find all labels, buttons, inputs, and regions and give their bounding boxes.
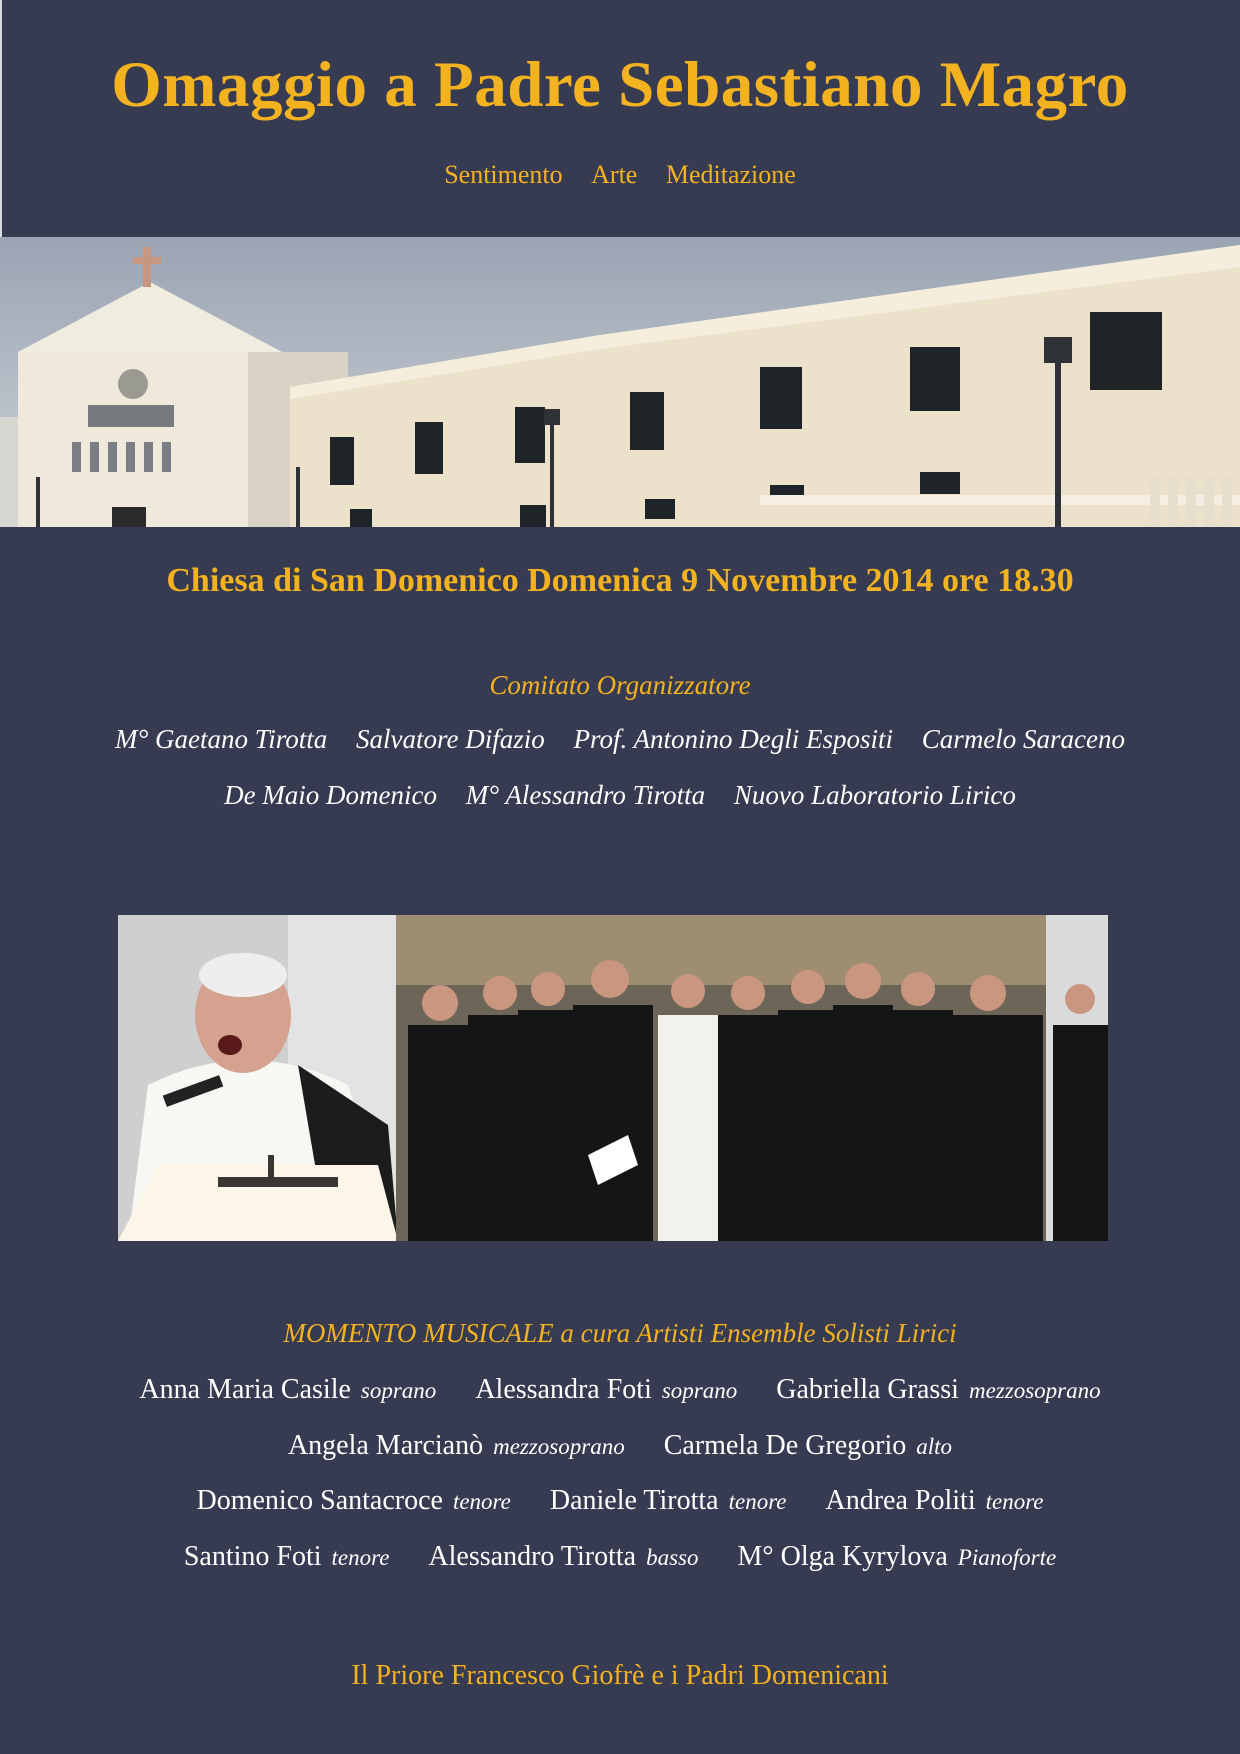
church-illustration	[0, 237, 1240, 527]
performers-line	[0, 1541, 1240, 1573]
performer-name: Santino Foti	[183, 1541, 322, 1572]
committee-names-line	[0, 780, 1240, 811]
committee-member: M° Alessandro Tirotta	[465, 780, 706, 810]
performer	[139, 1374, 436, 1405]
performer-role: alto	[916, 1434, 953, 1459]
committee-member: Salvatore Difazio	[356, 724, 545, 754]
performer-name: Angela Marcianò	[287, 1430, 484, 1461]
performer-name: Carmela De Gregorio	[663, 1430, 907, 1461]
committee-member: De Maio Domenico	[224, 780, 438, 810]
performer-role: mezzosoprano	[493, 1434, 625, 1459]
performer	[738, 1541, 1057, 1572]
committee-member: Nuovo Laboratorio Lirico	[733, 780, 1016, 810]
performers-line	[0, 1430, 1240, 1462]
poster-subtitle	[0, 160, 1240, 190]
performer-role: soprano	[661, 1378, 738, 1403]
event-date-location: Chiesa di San Domenico Domenica 9 Novembre 2014 ore 18.30	[166, 562, 1074, 599]
performer-role: tenore	[985, 1489, 1044, 1514]
committee-member: Carmelo Saraceno	[921, 724, 1126, 754]
subtitle-word: Arte	[591, 160, 638, 189]
performer	[428, 1541, 698, 1572]
choir-photo-illustration	[118, 915, 1108, 1241]
committee-member: Prof. Antonino Degli Espositi	[573, 724, 894, 754]
performer	[184, 1541, 390, 1572]
performer	[826, 1485, 1044, 1516]
performer-name: Alessandra Foti	[475, 1374, 652, 1405]
subtitle-word: Meditazione	[665, 160, 796, 189]
performer	[776, 1374, 1100, 1405]
performer-role: tenore	[331, 1545, 390, 1570]
music-heading: MOMENTO MUSICALE a cura Artisti Ensemble Solisti Lirici	[283, 1318, 957, 1348]
performers-line	[0, 1374, 1240, 1406]
poster-title: Omaggio a Padre Sebastiano Magro	[111, 49, 1129, 121]
performer-name: Daniele Tirotta	[549, 1485, 719, 1516]
group-photo	[118, 915, 1108, 1241]
performer-name: Andrea Politi	[825, 1485, 976, 1516]
performer-role: tenore	[452, 1489, 511, 1514]
committee-member: M° Gaetano Tirotta	[114, 724, 328, 754]
committee-heading: Comitato Organizzatore	[489, 670, 751, 700]
performer-name: M° Olga Kyrylova	[737, 1541, 948, 1572]
performer-role: Pianoforte	[957, 1545, 1057, 1570]
performers-line	[0, 1485, 1240, 1517]
performer	[550, 1485, 787, 1516]
performer-name: Domenico Santacroce	[196, 1485, 443, 1516]
performer	[664, 1430, 952, 1461]
performer	[475, 1374, 737, 1405]
committee-names-line	[0, 724, 1240, 755]
performer	[196, 1485, 510, 1516]
performer-role: tenore	[728, 1489, 787, 1514]
subtitle-word: Sentimento	[444, 160, 563, 189]
performer-role: mezzosoprano	[968, 1378, 1101, 1403]
performer-name: Gabriella Grassi	[776, 1374, 959, 1405]
footer-signature: Il Priore Francesco Giofrè e i Padri Domenicani	[351, 1660, 889, 1691]
performer	[288, 1430, 625, 1461]
performer-name: Anna Maria Casile	[139, 1374, 351, 1405]
performer-role: basso	[646, 1545, 699, 1570]
performer-role: soprano	[360, 1378, 437, 1403]
performer-name: Alessandro Tirotta	[428, 1541, 637, 1572]
church-photo	[0, 237, 1240, 527]
